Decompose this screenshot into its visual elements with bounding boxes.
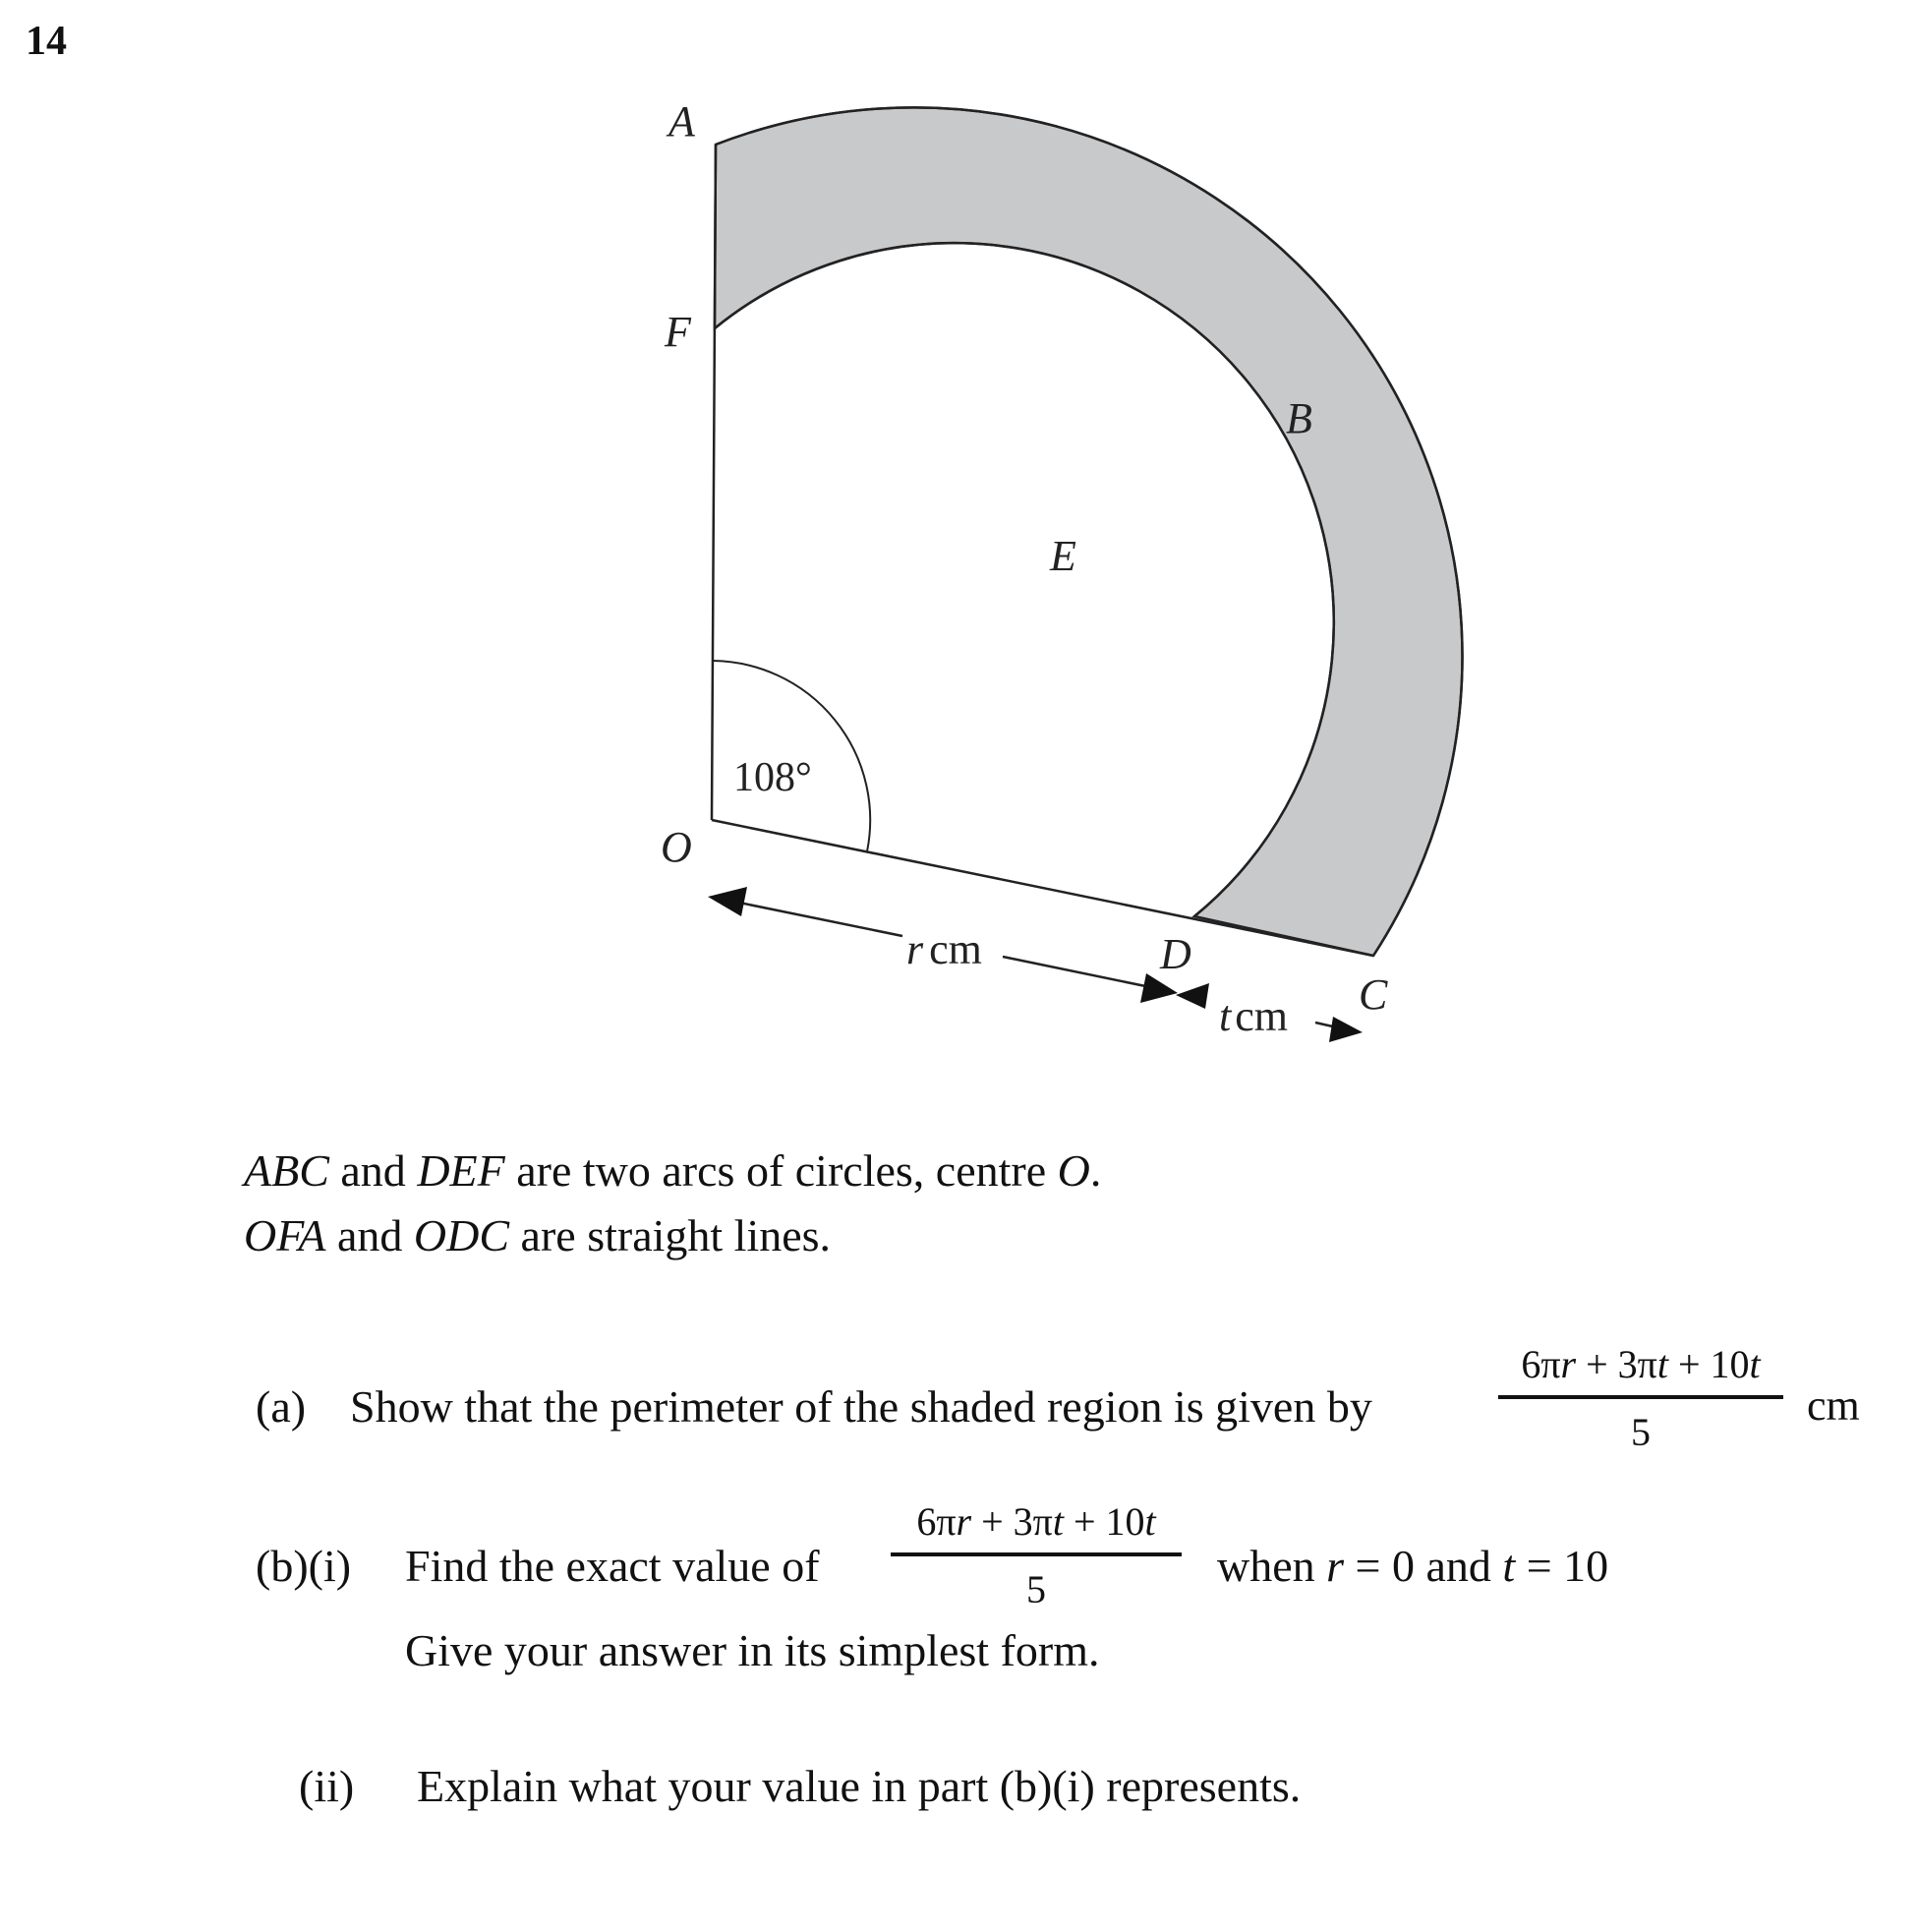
part-a-unit: cm [1807,1381,1860,1430]
arrowhead-t-right-icon [1329,1017,1363,1042]
part-bii-label: (ii) [299,1761,355,1811]
part-bi-text-2: Give your answer in its simplest form. [405,1625,1100,1675]
part-bi-text: Find the exact value of [405,1541,820,1591]
statement-line-2: OFA and ODC are straight lines. [244,1210,832,1260]
part-bi-fraction [891,1498,1182,1612]
label-c: C [1359,970,1388,1019]
arrowhead-left-icon [708,887,747,916]
r-dimension-label: r cm [906,925,982,973]
question-number: 14 [26,19,67,64]
part-bi-condition: when r = 0 and t = 10 [1217,1541,1609,1591]
part-a-label: (a) [256,1381,307,1432]
arrowhead-t-left-icon [1176,983,1209,1009]
fraction-numerator: 6πr + 3πt + 10t [916,1499,1156,1544]
label-a: A [668,97,695,146]
part-bi-label: (b)(i) [256,1541,352,1591]
shaded-region [715,107,1463,956]
fraction-denominator: 5 [1631,1410,1651,1454]
r-dimension-line-right [1003,957,1150,987]
angle-label: 108° [733,755,812,800]
line-ofa [712,145,716,820]
label-b: B [1286,394,1312,442]
r-dimension-line-left [739,903,902,936]
label-o: O [661,823,692,871]
part-a-fraction [1498,1341,1783,1455]
fraction-numerator: 6πr + 3πt + 10t [1521,1342,1761,1386]
label-e: E [1050,532,1076,580]
t-dimension-label: tcm [1219,992,1288,1040]
fraction-denominator: 5 [1026,1567,1046,1611]
label-f: F [665,308,691,356]
part-bii-text: Explain what your value in part (b)(i) represents. [417,1761,1302,1811]
statement-line-1: ABC and DEF are two arcs of circles, centre O. [244,1145,1102,1196]
part-a-text: Show that the perimeter of the shaded region is given by [350,1381,1372,1432]
label-d: D [1160,930,1191,978]
